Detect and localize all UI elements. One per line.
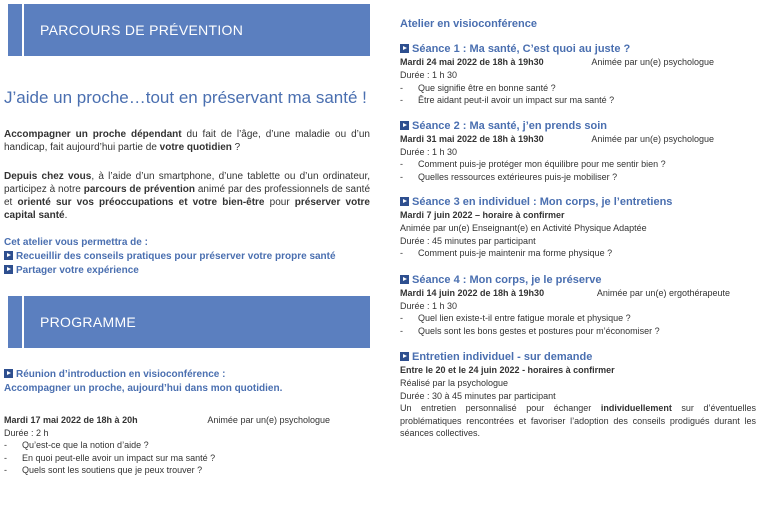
session-4-bullet-2: - Quels sont les bons gestes et postures pour m’économiser ? (400, 325, 660, 336)
reunion-bullet-2: - En quoi peut-elle avoir un impact sur ma santé ? (4, 452, 216, 463)
intro-text-1: du fait de l’âge, d’une maladie ou d’un handicap, fait aujourd’hui partie de (4, 129, 370, 153)
entretien-duree: Durée : 30 à 45 minutes par participant (400, 390, 556, 401)
intro-paragraph (4, 128, 370, 154)
session-2-bullet-1: - Comment puis-je protéger mon équilibre pour me sentir bien ? (400, 159, 666, 169)
triangle-bullet-icon (4, 369, 13, 378)
session-3 (400, 195, 756, 260)
session-2-bullet-1-text: Comment puis-je protéger mon équilibre pour me sentir bien ? (418, 159, 666, 169)
right-column (400, 18, 756, 440)
reunion-bullet-2-text: En quoi peut-elle avoir un impact sur ma santé ? (22, 452, 216, 463)
session-4-date: Mardi 14 juin 2022 de 18h à 19h30 (400, 287, 545, 298)
details-bold-3: orienté sur vos préoccupations et votre bien-être (17, 197, 265, 208)
session-3-title (400, 195, 756, 209)
details-text-2: animé par des professionnels de santé et (4, 184, 371, 208)
entretien-text-1: Un entretien personnalisé pour échanger (400, 403, 601, 413)
reunion-animee: Animée par un(e) psychologue (207, 415, 330, 425)
session-1-bullet-2-text: Être aidant peut-il avoir un impact sur ma santé ? (418, 95, 615, 105)
session-4-animee: Animée par un(e) ergothérapeute (596, 287, 730, 298)
details-text-1: , à l’aide d’un smartphone, d’une tablette ou d’un ordinateur, participez à notre (4, 171, 370, 195)
atelier-item-1-label: Recueillir des conseils pratiques pour préserver votre propre santé (16, 251, 336, 262)
reunion-title-label: Réunion d’introduction en visioconférence : (16, 369, 226, 380)
banner-parcours (4, 4, 370, 56)
session-2-bullet-2-text: Quelles ressources extérieures puis-je mobiliser ? (418, 171, 618, 182)
session-3-animee: Animée par un(e) Enseignant(e) en Activité Physique Adaptée (400, 223, 647, 233)
session-entretien (400, 350, 756, 440)
session-4-bullet-1: - Quel lien existe-t-il entre fatigue morale et physique ? (400, 313, 631, 323)
entretien-date: Entre le 20 et le 24 juin 2022 - horaires à confirmer (400, 365, 615, 375)
details-paragraph (4, 170, 370, 222)
reunion-bullet-1-text: Qu’est-ce que la notion d’aide ? (22, 440, 149, 450)
session-1-animee: Animée par un(e) psychologue (591, 57, 714, 67)
session-4-title (400, 273, 756, 287)
session-4 (400, 273, 756, 338)
entretien-title-label: Entretien individuel - sur demande (412, 351, 593, 363)
left-column (4, 4, 370, 477)
entretien-bold: individuellement (600, 403, 672, 413)
reunion-date-row (4, 414, 370, 427)
triangle-bullet-icon (4, 251, 13, 260)
reunion-subtitle: Accompagner un proche, aujourd’hui dans mon quotidien. (4, 383, 283, 394)
reunion-bullet-3-text: Quels sont les soutiens que je peux trouver ? (22, 465, 203, 475)
session-1-title (400, 42, 756, 56)
atelier-heading: Atelier en visioconférence (400, 18, 537, 30)
entretien-animee: Réalisé par la psychologue (400, 378, 509, 388)
details-text-3: pour (264, 197, 295, 208)
session-3-title-label: Séance 3 en individuel : Mon corps, je l’entretiens (412, 196, 673, 208)
atelier-intro: Cet atelier vous permettra de : (4, 237, 148, 248)
triangle-bullet-icon (400, 121, 409, 130)
session-1-date-row (400, 56, 756, 69)
session-1-bullet-1: - Que signifie être en bonne santé ? (400, 82, 556, 93)
session-3-duree: Durée : 45 minutes par participant (400, 235, 536, 246)
intro-text-2: ? (231, 142, 241, 153)
session-1-bullet-2: - Être aidant peut-il avoir un impact sur ma santé ? (400, 95, 615, 105)
entretien-description (400, 402, 756, 440)
reunion-title (4, 368, 370, 382)
banner-accent-bar (22, 296, 24, 348)
session-4-bullet-2-text: Quels sont les bons gestes et postures pour m’économiser ? (418, 325, 660, 336)
session-1 (400, 42, 756, 107)
triangle-bullet-icon (400, 275, 409, 284)
banner-parcours-text: PARCOURS DE PRÉVENTION (40, 22, 244, 38)
session-4-date-row (400, 287, 756, 300)
entretien-text-2: sur d’éventuelles problématiques rencontrées et favoriser l’adoption des conseils prodigués durant les séances collectives. (400, 403, 756, 438)
session-3-bullet-1-text: Comment puis-je maintenir ma forme physique ? (418, 248, 613, 258)
atelier-item-1 (4, 250, 370, 264)
triangle-bullet-icon (400, 352, 409, 361)
reunion-duree: Durée : 2 h (4, 427, 49, 438)
atelier-item-2-label: Partager votre expérience (16, 265, 139, 276)
details-text-4: . (64, 210, 68, 221)
details-bold-4: préserver votre capital santé (4, 197, 370, 221)
session-2-bullet-2: - Quelles ressources extérieures puis-je mobiliser ? (400, 171, 618, 182)
atelier-item-2 (4, 264, 370, 278)
session-1-duree: Durée : 1 h 30 (400, 70, 458, 80)
session-1-bullet-1-text: Que signifie être en bonne santé ? (418, 82, 556, 93)
session-1-title-label: Séance 1 : Ma santé, C’est quoi au juste ? (412, 43, 631, 55)
session-3-date: Mardi 7 juin 2022 – horaire à confirmer (400, 210, 565, 220)
main-headline: J’aide un proche…tout en préservant ma santé ! (4, 88, 367, 107)
session-2-date-row (400, 133, 756, 146)
details-bold-2: parcours de prévention (83, 184, 196, 195)
triangle-bullet-icon (400, 44, 409, 53)
session-4-duree: Durée : 1 h 30 (400, 300, 458, 311)
banner-programme (4, 296, 370, 348)
session-2 (400, 119, 756, 184)
entretien-title (400, 350, 756, 364)
session-4-title-label: Séance 4 : Mon corps, je le préserve (412, 273, 602, 286)
intro-bold-2: votre quotidien (159, 142, 232, 153)
session-2-date: Mardi 31 mai 2022 de 18h à 19h30 (400, 133, 544, 144)
session-3-bullet-1: - Comment puis-je maintenir ma forme physique ? (400, 248, 613, 258)
triangle-bullet-icon (4, 265, 13, 274)
reunion-bullet-3: - Quels sont les soutiens que je peux trouver ? (4, 465, 203, 475)
details-bold-1: Depuis chez vous (4, 171, 92, 182)
banner-programme-text: PROGRAMME (40, 314, 137, 330)
reunion-date: Mardi 17 mai 2022 de 18h à 20h (4, 415, 138, 425)
intro-bold-1: Accompagner un proche dépendant (4, 129, 182, 140)
session-2-title-label: Séance 2 : Ma santé, j’en prends soin (412, 119, 608, 132)
reunion-bullet-1: - Qu’est-ce que la notion d’aide ? (4, 440, 149, 450)
session-2-animee: Animée par un(e) psychologue (591, 133, 714, 144)
banner-accent-bar (22, 4, 24, 56)
session-4-bullet-1-text: Quel lien existe-t-il entre fatigue morale et physique ? (418, 313, 631, 323)
session-2-title (400, 119, 756, 133)
session-2-duree: Durée : 1 h 30 (400, 146, 458, 157)
triangle-bullet-icon (400, 197, 409, 206)
session-1-date: Mardi 24 mai 2022 de 18h à 19h30 (400, 57, 544, 67)
